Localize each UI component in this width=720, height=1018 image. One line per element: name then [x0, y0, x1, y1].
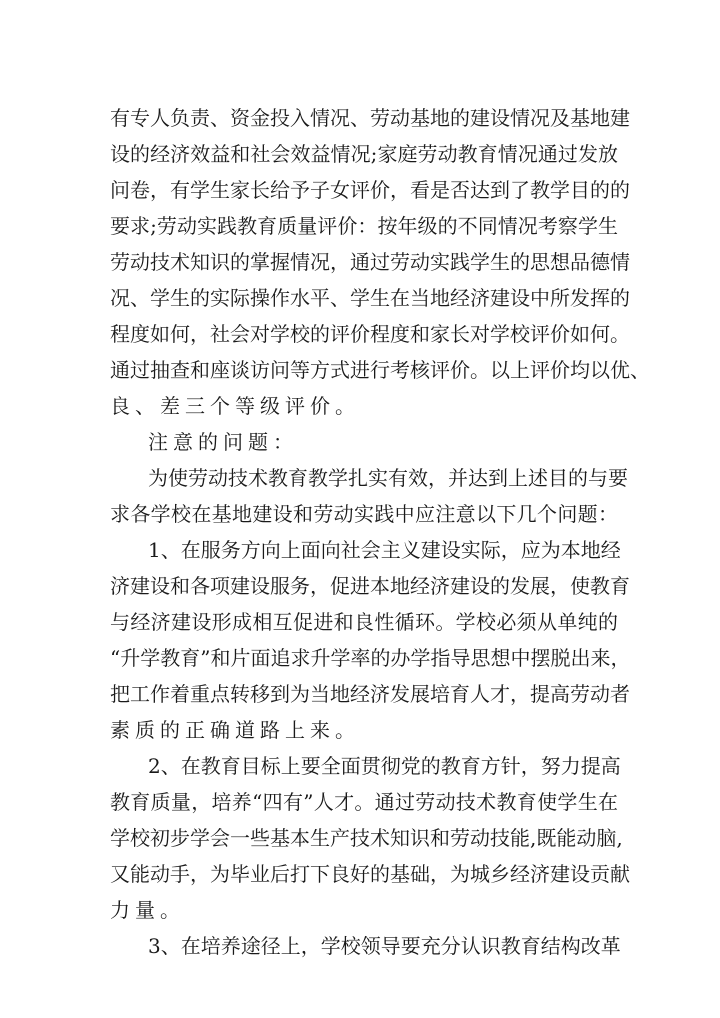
text-line: “升学教育”和片面追求升学率的办学指导思想中摆脱出来，	[110, 646, 631, 670]
text-line: 设的经济效益和社会效益情况;家庭劳动教育情况通过发放	[110, 142, 618, 166]
text-line: 求各学校在基地建设和劳动实践中应注意以下几个问题：	[110, 502, 618, 526]
text-line: 通过抽查和座谈访问等方式进行考核评价。以上评价均以优、	[110, 358, 650, 382]
paragraph	[110, 424, 618, 460]
text-line: 又能动手，为毕业后打下良好的基础，为城乡经济建设贡献	[110, 862, 630, 886]
text-line: 问卷，有学生家长给予子女评价，看是否达到了教学目的的	[110, 178, 630, 202]
text-line: 况、学生的实际操作水平、学生在当地经济建设中所发挥的	[110, 286, 630, 310]
text-line: 劳动技术知识的掌握情况，通过劳动实践学生的思想品德情	[110, 250, 630, 274]
text-line: 学校初步学会一些基本生产技术知识和劳动技能,既能动脑,	[110, 826, 623, 850]
paragraph	[110, 748, 630, 928]
text-line: 为使劳动技术教育教学扎实有效，并达到上述目的与要	[148, 466, 628, 490]
text-line: 3、在培养途径上，学校领导要充分认识教育结构改革	[148, 934, 621, 958]
paragraph	[110, 100, 650, 424]
paragraph	[110, 928, 621, 964]
text-line: 教育质量，培养“四有”人才。通过劳动技术教育使学生在	[110, 790, 618, 814]
text-line: 力量。	[110, 898, 185, 922]
text-line: 有专人负责、资金投入情况、劳动基地的建设情况及基地建	[110, 106, 630, 130]
text-line: 程度如何，社会对学校的评价程度和家长对学校评价如何。	[110, 322, 630, 346]
document-page	[110, 100, 650, 964]
text-line: 济建设和各项建设服务，促进本地经济建设的发展，使教育	[110, 574, 630, 598]
text-line: 要求;劳动实践教育质量评价：按年级的不同情况考察学生	[110, 214, 618, 238]
text-line: 1、在服务方向上面向社会主义建设实际，应为本地经	[148, 538, 621, 562]
text-line: 素质的正确道路上来。	[110, 718, 360, 742]
text-line: 良、差三个等级评价。	[110, 394, 360, 418]
paragraph	[110, 460, 628, 532]
text-line: 注意的问题：	[148, 430, 298, 454]
text-line: 2、在教育目标上要全面贯彻党的教育方针，努力提高	[148, 754, 621, 778]
text-line: 与经济建设形成相互促进和良性循环。学校必须从单纯的	[110, 610, 618, 634]
paragraph	[110, 532, 631, 748]
text-line: 把工作着重点转移到为当地经济发展培育人才，提高劳动者	[110, 682, 630, 706]
